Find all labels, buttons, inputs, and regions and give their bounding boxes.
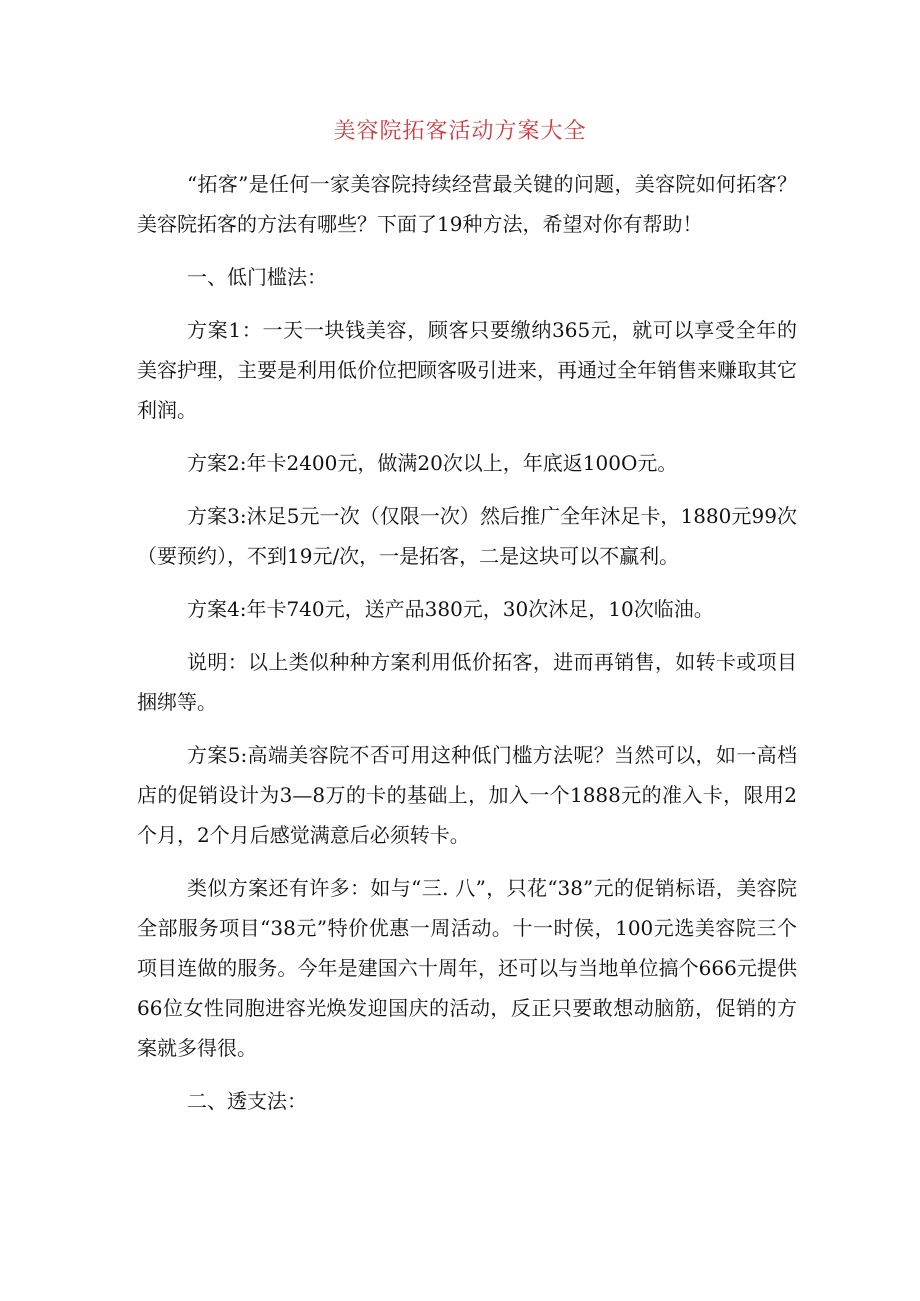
- plan-1-paragraph: 方案1：一天一块钱美容，顾客只要缴纳365元，就可以享受全年的美容护理，主要是利用低价位把顾客吸引进来，再通过全年销售来赚取其它利润。: [137, 318, 797, 422]
- section-heading-low-threshold: 一、低门槛法：: [187, 265, 327, 289]
- document-body: [137, 164, 797, 1134]
- similar-plans-paragraph: 类似方案还有许多：如与“三. 八”，只花“38”元的促销标语，美容院全部服务项目“38元”特价优惠一周活动。十一时侯，100元选美容院三个项目连做的服务。今年是建国六十周年，还可以与当地单位搞个666元提供66位女性同胞进容光焕发迎国庆的活动，反正只要敢想动脑筋，促销的方案就多得很。: [137, 876, 797, 1060]
- intro-paragraph: “拓客”是任何一家美容院持续经营最关键的问题，美容院如何拓客？美容院拓客的方法有哪些？下面了19种方法，希望对你有帮助！: [137, 172, 797, 236]
- plan-2-paragraph: 方案2:年卡2400元，做满20次以上，年底返100O元。: [187, 451, 678, 475]
- document-title: 美容院拓客活动方案大全: [333, 119, 587, 144]
- plan-3-paragraph: 方案3:沐足5元一次（仅限一次）然后推广全年沐足卡，1880元99次（要预约），不到19元/次，一是拓客，二是这块可以不赢利。: [137, 504, 797, 568]
- plan-4-paragraph: 方案4:年卡740元，送产品380元，30次沐足，10次临油。: [187, 597, 714, 621]
- section-heading-overdraft: 二、透支法：: [187, 1089, 307, 1113]
- plan-5-paragraph: 方案5:高端美容院不否可用这种低门槛方法呢？当然可以，如一高档店的促销设计为3—8万的卡的基础上，加入一个1888元的准入卡，限用2个月，2个月后感觉满意后必须转卡。: [137, 743, 797, 847]
- explanation-paragraph: 说明：以上类似种种方案利用低价拓客，进而再销售，如转卡或项目捆绑等。: [137, 650, 797, 714]
